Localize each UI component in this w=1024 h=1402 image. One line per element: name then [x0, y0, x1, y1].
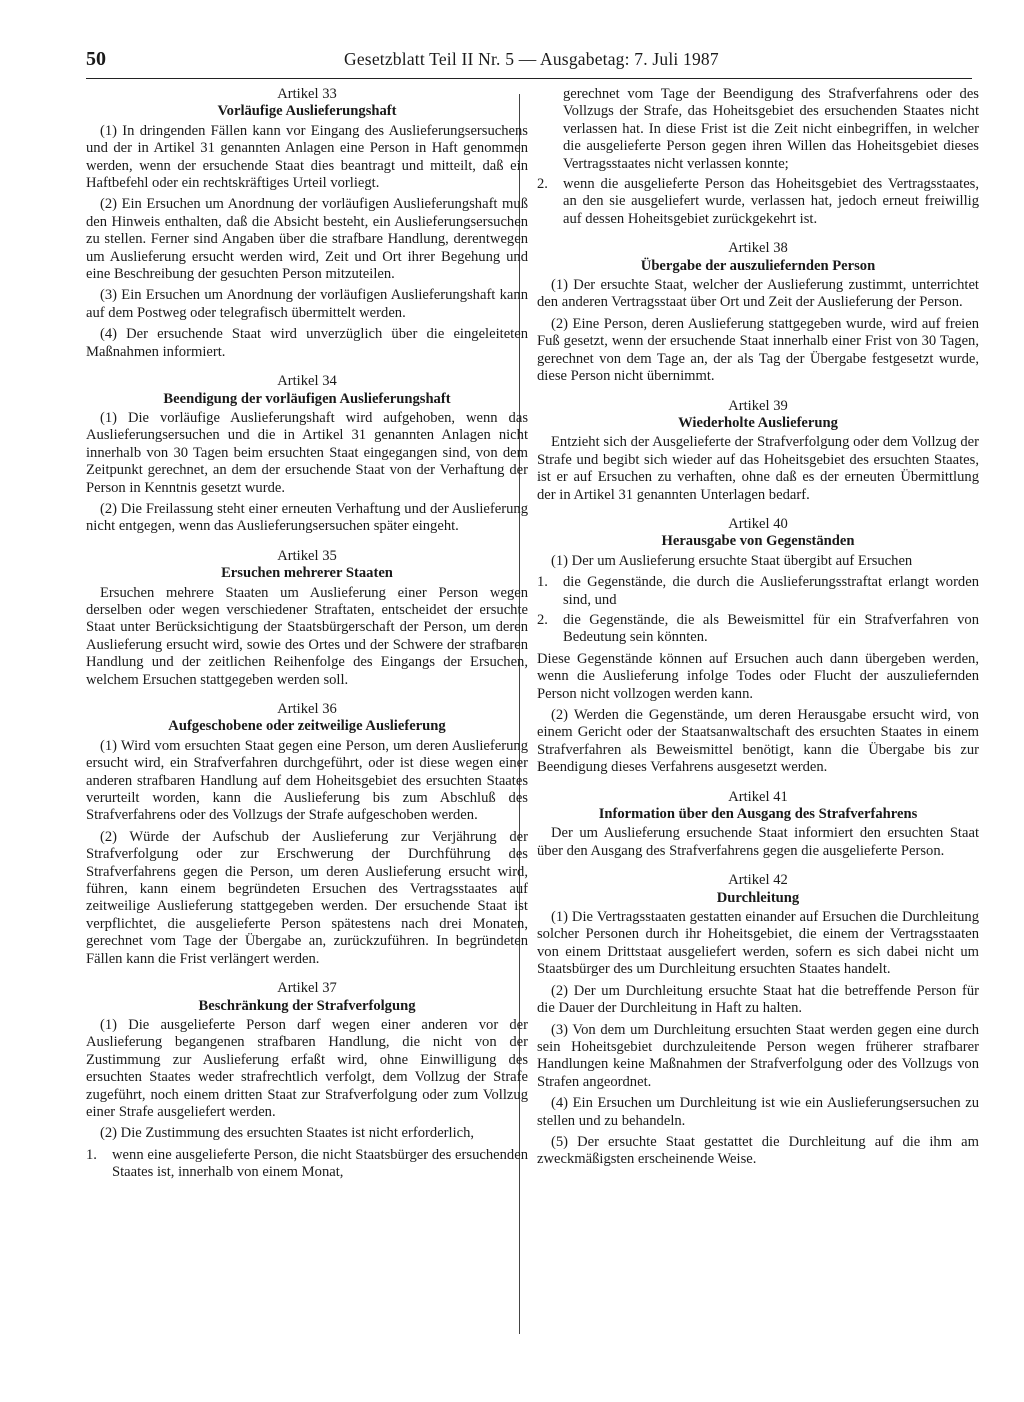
article-41	[537, 789, 979, 861]
article-number: Artikel 34	[277, 373, 337, 390]
paragraph: (2) Die Zustimmung des ersuchten Staates ist nicht erforderlich,	[100, 1125, 475, 1142]
list-item	[537, 612, 979, 647]
article-40	[537, 516, 979, 777]
paragraph: Entzieht sich der Ausgelieferte der Strafverfolgung oder dem Vollzug der Strafe und begibt sich wieder auf das Hoheitsgebiet des ersuchten Staates, ist er auf Ersuchen zu verhaften, ohne daß es der erneuten Übermittlung der in Artikel 31 genannten Unterlagen bedarf.	[537, 434, 979, 503]
paragraph: (1) Der um Auslieferung ersuchte Staat übergibt auf Ersuchen	[551, 552, 913, 569]
article-title: Durchleitung	[716, 889, 800, 906]
list-item-number: 2.	[537, 611, 548, 628]
paragraph: (4) Der ersuchende Staat wird unverzüglich über die eingeleiteten Maßnahmen informiert.	[86, 326, 528, 360]
paragraph: (1) Der ersuchte Staat, welcher der Auslieferung zustimmt, unterrichtet den anderen Vertragsstaat über Ort und Zeit der Auslieferung der Person.	[537, 277, 979, 311]
paragraph: (1) In dringenden Fällen kann vor Eingang des Auslieferungsersuchens und der in Artikel 31 genannten Anlagen eine Person in Haft genommen werden, wenn der ersuchende Staat dies beantragt und mitteilt, daß ein Haftbefehl oder ein rechtskräftiges Urteil vorliegt.	[86, 122, 528, 192]
paragraph: (2) Ein Ersuchen um Anordnung der vorläufigen Auslieferungshaft muß den Hinweis enthalten, daß die Absicht besteht, ein Auslieferungsersuchen zu stellen. Ferner sind Angaben über die strafbare Handlung, derentwegen um Auslieferung ersucht werden wird, Zeit und Ort ihrer Begehung und eine Beschreibung der gesuchten Person mitzuteilen.	[86, 196, 528, 283]
article-title: Übergabe der auszuliefernden Person	[640, 257, 876, 274]
article-36	[86, 701, 528, 968]
article-35	[86, 548, 528, 689]
page-number: 50	[86, 48, 106, 70]
left-column	[86, 86, 528, 1194]
list-item	[86, 1147, 528, 1182]
article-33	[86, 86, 528, 361]
article-number: Artikel 38	[728, 240, 788, 257]
article-number: Artikel 37	[277, 980, 337, 997]
article-34	[86, 373, 528, 536]
article-number: Artikel 40	[728, 515, 788, 532]
article-title: Wiederholte Auslieferung	[678, 414, 838, 431]
article-number: Artikel 36	[277, 701, 337, 717]
paragraph: (2) Die Freilassung steht einer erneuten Verhaftung und der Auslieferung nicht entgegen, wenn das Auslieferungsersuchen später eingeht.	[86, 500, 528, 535]
list-item	[537, 176, 979, 228]
list-item-text: wenn eine ausgelieferte Person, die nicht Staatsbürger des ersuchenden Staates ist, innerhalb von einem Monat,	[112, 1146, 528, 1181]
paragraph: (5) Der ersuchte Staat gestattet die Durchleitung auf die ihm am zweckmäßigsten erscheinende Weise.	[537, 1133, 979, 1168]
list-item	[537, 86, 979, 173]
paragraph: (1) Wird vom ersuchten Staat gegen eine Person, um deren Auslieferung ersucht wird, ein Strafverfahren durchgeführt, oder ist diese wegen einer anderen strafbaren Handlung auf dem Hoheitsgebiet des ersuchten Staates verurteilt worden, kann die Auslieferung bis zum Abschluß des Strafverfahrens oder des Vollzugs der Strafe aufgeschoben werden.	[86, 737, 528, 824]
article-39	[537, 398, 979, 504]
list-item-text: die Gegenstände, die durch die Auslieferungsstraftat erlangt worden sind, und	[563, 574, 979, 608]
list-item-number: 1.	[86, 1146, 97, 1163]
list-item	[537, 574, 979, 609]
paragraph: (3) Von dem um Durchleitung ersuchten Staat werden gegen eine durch sein Hoheitsgebiet durchzuleitende Person wegen früherer strafbarer Handlungen keine Maßnahmen der Strafverfolgung oder des Vollzugs von Strafen angeordnet.	[537, 1021, 979, 1090]
paragraph: (4) Ein Ersuchen um Durchleitung ist wie ein Auslieferungsersuchen zu stellen und zu behandeln.	[537, 1095, 979, 1129]
article-number: Artikel 33	[277, 86, 337, 102]
numbered-list	[537, 86, 979, 228]
article-38	[537, 240, 979, 385]
paragraph: (1) Die vorläufige Auslieferungshaft wird aufgehoben, wenn das Auslieferungsersuchen und die in Artikel 31 genannten Anlagen nicht innerhalb von 30 Tagen beim ersuchten Staat eingegangen sind, von dem Zeitpunkt gerechnet, an dem der ersuchende Staat von der Verhaftung der Person in Kenntnis gesetzt wurde.	[86, 409, 528, 496]
article-number: Artikel 35	[277, 547, 337, 564]
article-title: Information über den Ausgang des Strafverfahrens	[598, 806, 918, 823]
article-title: Herausgabe von Gegenständen	[661, 533, 855, 550]
article-37	[86, 980, 528, 1181]
list-item-number: 2.	[537, 176, 548, 193]
article-title: Ersuchen mehrerer Staaten	[221, 565, 393, 582]
paragraph: Der um Auslieferung ersuchende Staat informiert den ersuchten Staat über den Ausgang des Strafverfahrens gegen die ausgelieferte Person.	[537, 825, 979, 859]
numbered-list	[537, 574, 979, 647]
article-number: Artikel 42	[728, 872, 788, 889]
paragraph: (2) Werden die Gegenstände, um deren Herausgabe ersucht wird, von einem Gericht oder der Staatsanwaltschaft des ersuchten Staates in einem Strafverfahren als Beweismittel benötigt, kann die Übergabe bis zur Beendigung dieses Verfahrens ausgesetzt werden.	[537, 707, 979, 776]
numbered-list	[86, 1147, 528, 1182]
right-column	[537, 86, 979, 1181]
article-42	[537, 872, 979, 1169]
paragraph: Ersuchen mehrere Staaten um Auslieferung einer Person wegen derselben oder wegen verschiedener Straftaten, entscheidet der ersuchte Staat unter Berücksichtigung der Staatsbürgerschaft der Person, um deren Auslieferung ersucht wird, sowie des Ortes und der Schwere der strafbaren Handlung und der zeitlichen Reihenfolge des Eingangs der Ersuchen, welchem Ersuchen stattgegeben werden soll.	[86, 584, 528, 688]
page-header	[86, 44, 972, 79]
article-37-continued	[537, 86, 979, 228]
list-item-text: gerechnet vom Tage der Beendigung des Strafverfahrens oder des Vollzugs der Strafe, das Hoheitsgebiet des ersuchenden Staates nicht verlassen hat. In diese Frist ist die Zeit nicht einbegriffen, in welcher die ausgelieferte Person gegen ihren Willen das Hoheitsgebiet dieses Vertragsstaates nicht verlassen konnte;	[563, 86, 979, 172]
article-number: Artikel 39	[728, 397, 788, 414]
article-title: Beendigung der vorläufigen Auslieferungshaft	[163, 390, 451, 407]
article-title: Aufgeschobene oder zeitweilige Auslieferung	[168, 718, 446, 735]
article-number: Artikel 41	[728, 788, 788, 805]
paragraph: (3) Ein Ersuchen um Anordnung der vorläufigen Auslieferungshaft kann auf dem Postweg oder telegrafisch übermittelt werden.	[86, 287, 528, 321]
list-item-number	[537, 86, 563, 173]
article-title: Beschränkung der Strafverfolgung	[198, 997, 416, 1014]
paragraph: (2) Würde der Aufschub der Auslieferung zur Verjährung der Strafverfolgung oder zur Erschwerung der Durchführung des Strafverfahrens gegen die Person, um deren Auslieferung ersucht wird, führen, kann einem begründeten Ersuchen des Vertragsstaates auf zeitweilige Auslieferung stattgegeben werden. Der ersuchende Staat ist verpflichtet, die ausgelieferte Person spätestens nach drei Monaten, gerechnet vom Tage der Übergabe an, zurückzuführen. In begründeten Fällen kann die Frist verlängert werden.	[86, 828, 528, 967]
paragraph: Diese Gegenstände können auf Ersuchen auch dann übergeben werden, wenn die Auslieferung infolge Todes oder Flucht der auszuliefernden Person nicht vollzogen werden kann.	[537, 650, 979, 702]
paragraph: (2) Eine Person, deren Auslieferung stattgegeben wurde, wird auf freien Fuß gesetzt, wenn der ersuchende Staat innerhalb einer Frist von 30 Tagen, gerechnet von dem Tage an, der als Tag der Übergabe festgesetzt wurde, diese Person nicht übernimmt.	[537, 315, 979, 385]
list-item-number: 1.	[537, 574, 548, 591]
paragraph: (1) Die Vertragsstaaten gestatten einander auf Ersuchen die Durchleitung solcher Personen durch ihr Hoheitsgebiet, die einem der Vertragsstaaten von einem Drittstaat ausgeliefert werden, sofern es sich dabei nicht um Staatsbürger des um Durchleitung ersuchten Staates handelt.	[537, 909, 979, 978]
list-item-text: die Gegenstände, die als Beweismittel für ein Strafverfahren von Bedeutung sein könnten.	[563, 611, 979, 646]
list-item-text: wenn die ausgelieferte Person das Hoheitsgebiet des Vertragsstaates, an den sie ausgeliefert wurde, verlassen hat, jedoch erneut freiwillig auf dessen Hoheitsgebiet zurückgekehrt ist.	[563, 176, 979, 227]
article-title: Vorläufige Auslieferungshaft	[217, 103, 397, 120]
gazette-title: Gesetzblatt Teil II Nr. 5 — Ausgabetag: 7. Juli 1987	[344, 49, 719, 69]
paragraph: (2) Der um Durchleitung ersuchte Staat hat die betreffende Person für die Dauer der Durchleitung in Haft zu halten.	[537, 982, 979, 1017]
paragraph: (1) Die ausgelieferte Person darf wegen einer anderen vor der Auslieferung begangenen strafbaren Handlung, die nicht von der Zustimmung zur Auslieferung erfaßt wird, ohne Einwilligung des ersuchten Staates weder strafrechtlich verfolgt, dem Vollzug der Strafe zugeführt, noch einem dritten Staat zur Strafverfolgung oder zum Vollzug einer Strafe ausgeliefert werden.	[86, 1016, 528, 1120]
